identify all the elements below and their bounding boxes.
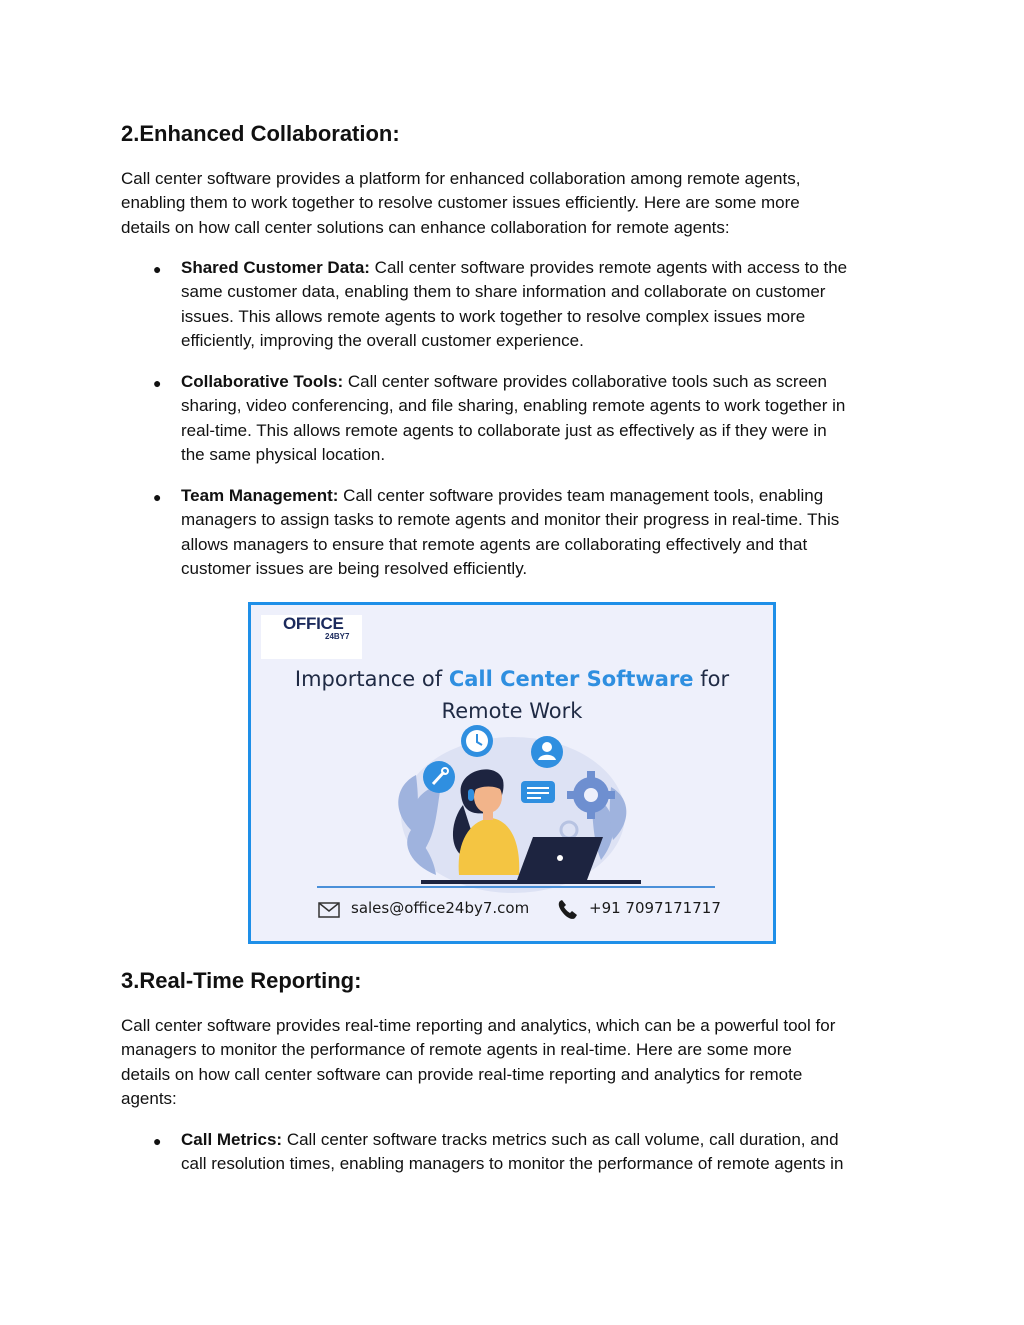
contact-email: sales@office24by7.com <box>351 899 530 917</box>
list-item-text: Call center software tracks metrics such as call volume, call duration, and <box>282 1130 839 1149</box>
promo-banner-image <box>248 602 776 944</box>
section-heading-real-time-reporting: 3.Real-Time Reporting: <box>121 968 362 993</box>
list-item-text: call resolution times, enabling managers to monitor the performance of remote agents in <box>181 1154 844 1174</box>
chat-icon <box>521 781 555 803</box>
wrench-icon <box>423 761 455 793</box>
intro-line: enabling them to work together to resolve customer issues efficiently. Here are some more <box>121 193 800 213</box>
list-item-text: managers to assign tasks to remote agents and monitor their progress in real-time. This <box>181 510 840 530</box>
list-item-shared-customer-data <box>181 256 911 353</box>
reporting-intro <box>121 1014 911 1111</box>
list-item-term: Team Management: <box>181 486 339 505</box>
promo-title-prefix: Importance of <box>294 667 449 691</box>
bullet-marker: ● <box>153 375 162 391</box>
list-item-text: Call center software provides team management tools, enabling <box>338 486 824 505</box>
list-item-text: real-time. This allows remote agents to collaborate just as effectively as if they were in <box>181 420 827 440</box>
intro-line: Call center software provides real-time reporting and analytics, which can be a powerful tool for <box>121 1016 836 1035</box>
list-item-text: customer issues are being resolved efficiently. <box>181 558 528 578</box>
promo-title-line2: Remote Work <box>441 699 583 723</box>
list-item-term: Collaborative Tools: <box>181 372 344 391</box>
bullet-marker: ● <box>153 261 162 277</box>
user-icon <box>531 736 563 768</box>
list-item-text: Call center software provides collaborative tools such as screen <box>343 372 827 391</box>
list-item-text: efficiently, improving the overall customer experience. <box>181 330 584 350</box>
collaboration-intro <box>121 167 911 240</box>
list-item-text: the same physical location. <box>181 444 386 464</box>
list-item-text: same customer data, enabling them to share information and collaborate on customer <box>181 282 826 302</box>
promo-title <box>251 663 773 727</box>
intro-line: managers to monitor the performance of remote agents in real-time. Here are some more <box>121 1040 792 1060</box>
intro-line: details on how call center solutions can enhance collaboration for remote agents: <box>121 217 730 237</box>
list-item-text: sharing, video conferencing, and file sharing, enabling remote agents to work together in <box>181 396 846 416</box>
list-item-collaborative-tools <box>181 370 911 467</box>
list-item-term: Call Metrics: <box>181 1130 283 1149</box>
list-item-text: Call center software provides remote agents with access to the <box>369 258 848 277</box>
intro-line: Call center software provides a platform for enhanced collaboration among remote agents, <box>121 169 801 188</box>
contact-divider <box>317 886 715 888</box>
list-item-team-management <box>181 484 911 581</box>
intro-line: details on how call center software can provide real-time reporting and analytics for remote <box>121 1064 803 1084</box>
bullet-marker: ● <box>153 489 162 505</box>
list-item-text: issues. This allows remote agents to work together to resolve complex issues more <box>181 306 806 326</box>
section-heading-collaboration: 2.Enhanced Collaboration: <box>121 121 400 146</box>
list-item-call-metrics <box>181 1128 911 1177</box>
contact-phone: +91 7097171717 <box>589 899 721 917</box>
promo-title-suffix: for <box>693 667 730 691</box>
clock-icon <box>461 725 493 757</box>
list-item-term: Shared Customer Data: <box>181 258 370 277</box>
mail-icon <box>319 903 339 917</box>
intro-line: agents: <box>121 1088 177 1108</box>
bullet-marker: ● <box>153 1133 162 1149</box>
promo-title-accent: Call Center Software <box>448 667 694 691</box>
list-item-text: allows managers to ensure that remote agents are collaborating effectively and that <box>181 534 808 554</box>
logo-wordmark: OFFICE <box>283 614 344 633</box>
phone-icon <box>559 900 577 919</box>
logo-subtitle: 24BY7 <box>325 632 350 641</box>
